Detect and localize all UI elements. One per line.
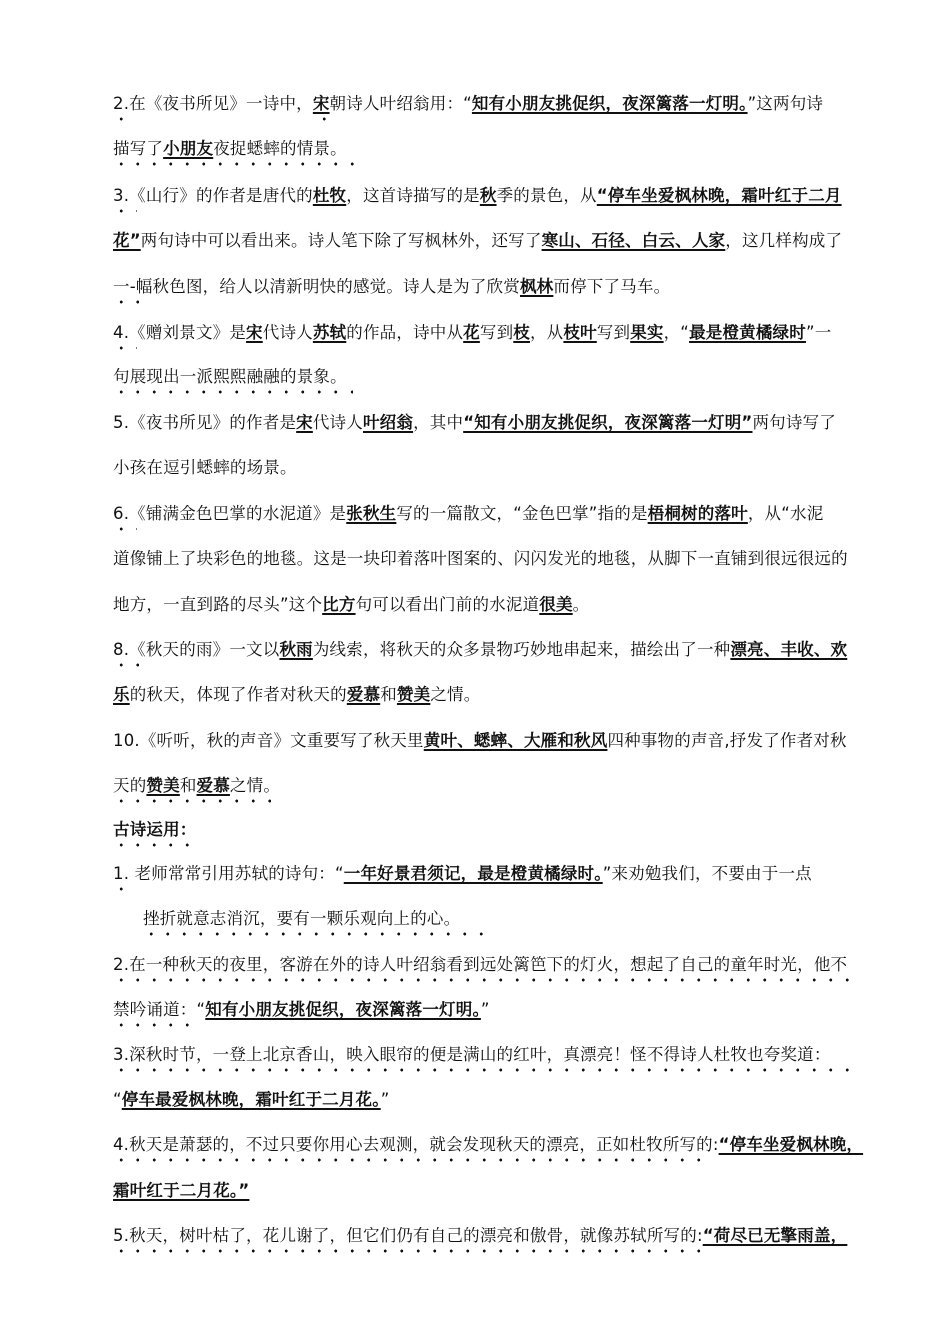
answer-text: 寒山、石径、白云、人家: [541, 231, 726, 250]
body-text: 挫折就意志消沉，要有一颗乐观向上的心。: [143, 909, 461, 928]
answer-text: 苏轼: [312, 323, 347, 342]
text-line: [113, 1179, 249, 1203]
body-text: 两句诗写了: [752, 413, 836, 432]
text-line: [113, 456, 297, 480]
answer-text: 赞美: [396, 685, 431, 704]
answer-text: 张秋生: [346, 504, 397, 523]
body-text: ，“: [663, 323, 690, 342]
body-text: ”来劝勉我们，不要由于一点: [602, 864, 812, 883]
text-line: [113, 92, 823, 116]
answer-text: 霜叶红于二月花。”: [113, 1181, 250, 1200]
text-line: [113, 184, 842, 208]
text-line: [113, 502, 823, 526]
answer-text: 宋: [296, 413, 313, 432]
body-text: 和: [179, 776, 197, 795]
text-line: [113, 638, 847, 662]
text-line: [113, 862, 812, 886]
answer-text: 爱慕: [346, 685, 381, 704]
answer-text: 爱慕: [196, 776, 230, 795]
body-text: ”: [480, 1000, 490, 1019]
text-line: [113, 593, 589, 617]
answer-text: 秋: [479, 186, 497, 205]
answer-text: “停车坐爱枫林晚，: [718, 1135, 864, 1154]
body-text: 句可以看出门前的水泥道: [355, 595, 540, 614]
answer-text: 梧桐树的落叶: [647, 504, 748, 523]
answer-text: 比方: [322, 595, 356, 614]
body-text: 5.秋天，树叶枯了，花儿谢了，但它们仍有自己的漂亮和傲骨，就像苏轼所写的:: [113, 1226, 703, 1245]
text-line: [113, 1224, 847, 1248]
body-text: ，这首诗描写的是: [346, 186, 480, 205]
answer-text: “知有小朋友挑促织，夜深篱落一灯明”: [463, 413, 753, 432]
answer-text: 漂亮、丰收、欢: [730, 640, 848, 659]
body-text: ”一: [805, 323, 832, 342]
body-text: 3.《山行》的作者是唐代的: [113, 186, 313, 205]
body-text: 写到: [596, 323, 631, 342]
answer-text: 黄叶、蟋蟀、大雁和秋风: [423, 731, 608, 750]
text-line: [113, 729, 847, 753]
answer-text: 乐: [113, 685, 130, 704]
text-line: [113, 137, 347, 161]
emphasis-dots: [316, 116, 334, 122]
body-text: 一-幅秋色图，给人以清新明快的感觉。诗人是为了欣赏: [113, 277, 520, 296]
emphasis-dots: [143, 931, 493, 937]
body-text: 写的一篇散文，“金色巴掌”指的是: [396, 504, 648, 523]
answer-text: 叶绍翁: [362, 413, 414, 432]
body-text: 朝诗人叶绍翁用：“: [329, 94, 472, 113]
body-text: 6.《铺满金色巴掌的水泥道》是: [113, 504, 347, 523]
emphasis-dots: [113, 1157, 713, 1163]
text-line: [113, 998, 490, 1022]
body-text: 为线索，将秋天的众多景物巧妙地串起来，描绘出了一种: [312, 640, 731, 659]
body-text: 4.秋天是萧瑟的，不过只要你用心去观测，就会发现秋天的漂亮，正如杜牧所写的:: [113, 1135, 719, 1154]
text-line: [113, 774, 280, 798]
answer-text: 果实: [630, 323, 664, 342]
body-text: ，从: [529, 323, 564, 342]
answer-text: 知有小朋友挑促织，夜深篱落一灯明。: [471, 94, 748, 113]
section-heading: [113, 818, 197, 842]
text-line: [113, 365, 347, 389]
body-text: ，其中: [413, 413, 464, 432]
body-text: 代诗人: [312, 413, 363, 432]
body-text: 10.《听听，秋的声音》文重要写了秋天里: [113, 731, 424, 750]
text-line: [113, 683, 480, 707]
answer-text: 宋: [246, 323, 263, 342]
answer-text: 枫林: [519, 277, 554, 296]
answer-text: “停车坐爱枫林晚，霜叶红于二月: [596, 186, 842, 205]
text-line: [113, 1043, 831, 1067]
emphasis-dots: [113, 161, 361, 167]
body-text: 2.在《夜书所见》一诗中，: [113, 94, 313, 113]
body-text: 道像铺上了块彩色的地毯。这是一块印着落叶图案的、闪闪发光的地毯，从脚下一直铺到很远很远的: [113, 549, 848, 568]
text-line: [143, 907, 460, 931]
body-text: 代诗人: [262, 323, 313, 342]
emphasis-dots: [113, 526, 137, 532]
body-text: ，从“水泥: [747, 504, 824, 523]
body-text: 季的景色，从: [496, 186, 597, 205]
body-text: 的作品，诗中从: [346, 323, 464, 342]
body-text: 描写了: [113, 139, 164, 158]
text-line: [113, 275, 670, 299]
emphasis-dots: [113, 977, 853, 983]
answer-text: 一年好景君须记，最是橙黄橘绿时。: [343, 864, 603, 883]
emphasis-dots: [113, 886, 133, 892]
emphasis-dots: [113, 116, 133, 122]
body-text: 4.《赠刘景文》是: [113, 323, 247, 342]
answer-text: 很美: [539, 595, 573, 614]
body-text: 句展现出一派熙熙融融的景象。: [113, 367, 347, 386]
body-text: ”这两句诗: [747, 94, 824, 113]
answer-text: “荷尽已无擎雨盖，: [702, 1226, 848, 1245]
body-text: 小孩在逗引蟋蟀的场景。: [113, 458, 297, 477]
emphasis-dots: [113, 1022, 193, 1028]
body-text: ”: [380, 1090, 390, 1109]
body-text: 的秋天，体现了作者对秋天的: [129, 685, 347, 704]
body-text: 之情。: [430, 685, 481, 704]
body-text: 5.《夜书所见》的作者是: [113, 413, 297, 432]
text-line: [113, 321, 831, 345]
answer-text: 知有小朋友挑促织，夜深篱落一灯明。: [205, 1000, 481, 1019]
emphasis-dots: [113, 299, 139, 305]
body-text: “: [113, 1090, 122, 1109]
emphasis-dots: [113, 1248, 703, 1254]
body-text: 8.《秋天的雨》一文以: [113, 640, 280, 659]
emphasis-dots: [113, 842, 189, 848]
answer-text: 最是橙黄橘绿时: [689, 323, 806, 342]
emphasis-dots: [113, 389, 353, 395]
body-text: 四种事物的声音,抒发了作者对秋: [607, 731, 847, 750]
body-text: 两句诗中可以看出来。诗人笔下除了写枫林外，还写了: [140, 231, 542, 250]
body-text: 和: [380, 685, 397, 704]
heading-text: 古诗运用：: [113, 820, 197, 839]
body-text: 写到: [479, 323, 514, 342]
emphasis-dots: [113, 345, 137, 351]
text-line: [113, 1088, 389, 1112]
text-line: [113, 1133, 863, 1157]
emphasis-dots: [113, 1067, 853, 1073]
text-line: [113, 547, 848, 571]
answer-text: 秋雨: [279, 640, 313, 659]
answer-text: 小朋友: [163, 139, 214, 158]
body-text: 之情。: [229, 776, 281, 795]
body-text: 1. 老师常常引用苏轼的诗句：“: [113, 864, 344, 883]
body-text: ，这几样构成了: [725, 231, 843, 250]
text-line: [113, 953, 847, 977]
emphasis-dots: [113, 662, 139, 668]
body-text: 2.在一种秋天的夜里，客游在外的诗人叶绍翁看到远处篱笆下的灯火，想起了自己的童年时光，他不: [113, 955, 848, 974]
body-text: 3.深秋时节，一登上北京香山，映入眼帘的便是满山的红叶，真漂亮！怪不得诗人杜牧也夸奖道：: [113, 1045, 831, 1064]
body-text: 天的: [113, 776, 147, 795]
answer-text: 赞美: [146, 776, 180, 795]
emphasis-dots: [113, 798, 271, 804]
answer-text: 花: [463, 323, 480, 342]
body-text: 而停下了马车。: [553, 277, 671, 296]
answer-text: 宋: [312, 94, 330, 113]
emphasis-dots: [113, 208, 137, 214]
body-text: 禁吟诵道：“: [113, 1000, 206, 1019]
answer-text: 停车最爱枫林晚，霜叶红于二月花。: [121, 1090, 381, 1109]
body-text: 地方，一直到路的尽头”这个: [113, 595, 323, 614]
text-line: [113, 411, 836, 435]
answer-text: 杜牧: [312, 186, 347, 205]
body-text: 。: [572, 595, 590, 614]
body-text: 夜捉蟋蟀的情景。: [213, 139, 347, 158]
text-line: [113, 229, 842, 253]
answer-text: 花”: [113, 231, 141, 250]
answer-text: 枝: [513, 323, 530, 342]
answer-text: 枝叶: [563, 323, 597, 342]
